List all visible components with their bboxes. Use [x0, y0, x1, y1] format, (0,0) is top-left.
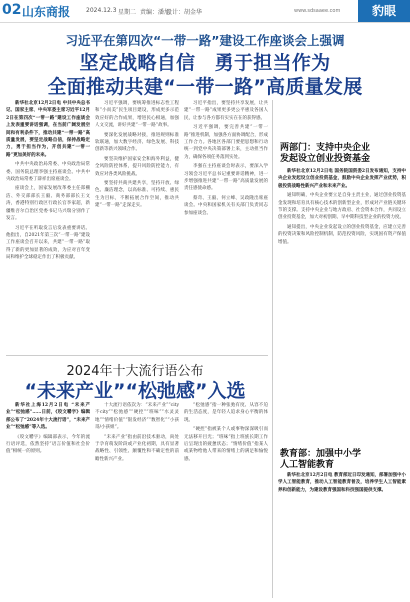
article2-column-1: [6, 402, 90, 598]
article2-kicker: 2024年十大流行语公布: [66, 364, 204, 379]
article2-headline: “未来产业”“松弛感”入选: [24, 380, 246, 402]
article2-paragraph: 《咬文嚼字》编辑部表示，今年的流行语评选，依然坚持“语言价值和社会价值”相统一的原则。: [6, 434, 90, 455]
section-brand-logo: 豹眼: [358, 0, 410, 22]
headline-main-line1: 坚定战略自信 勇于担当作为: [79, 52, 331, 74]
sidebar-story1-paragraph: 通知提出，中央企业发起设立的创业投资基金，应建立完善的投资决策和风险控制机制，防范投资风险，实现国有资产保值增值。: [278, 224, 406, 245]
page-number: 02: [2, 2, 22, 18]
article2-paragraph: “未来产业”指由前沿技术驱动，尚处于孕育萌发阶段或产业化初期，具有显著战略性、引领性、颠覆性和不确定性的前瞻性新兴产业。: [95, 434, 179, 462]
article1-paragraph: 蔡奇、王毅、何立峰、吴政隆出席座谈会。中央和国家机关有关部门负责同志参加座谈会。: [184, 195, 268, 216]
article1-column-3: [184, 100, 268, 356]
article1-paragraph: 要深化发展战略对接，推进规则标准软联通，加大数字经济、绿色发展、科技创新等新兴领域合作。: [95, 132, 179, 153]
article2-column-3: [184, 402, 268, 598]
sidebar-story1-headline-line1: 两部门：支持中央企业: [280, 143, 371, 153]
article1-column-1: [6, 100, 90, 356]
article1-paragraph: 要坚持共商共建共享，坚持开放、绿色、廉洁理念，以高标准、可持续、惠民生为目标，不断拓展合作空间，推动共建“一带一路”走深走实。: [95, 181, 179, 209]
issue-date: 2024.12.3: [86, 7, 117, 14]
article2-paragraph: 十大流行语依次为：“未来产业”“city不city”“松弛感”“硬控”“班味”“水灵灵地”“情绪价值”“银发经济”“数智化”“小孩哥/小孩姐”。: [95, 403, 179, 431]
article1-paragraph: 习近平强调，要统筹推进标志性工程和“小而美”民生项目建设，形成更多示范效应好的合作成果，增进民心相通，加强人文交流，讲好共建“一带一路”故事。: [95, 101, 179, 129]
sidebar-story1-body: [278, 168, 406, 436]
section-editor: 责编：潘旭: [140, 9, 171, 16]
sidebar-story1-headline-line2: 发起设立创业投资基金: [280, 154, 371, 164]
newspaper-name: 山东商报: [22, 5, 71, 19]
article1-paragraph: 习近平在听取发言后发表重要讲话。他指出，自2021年第三次“一带一路”建设工作座谈会召开以来，共建“一带一路”取得了新的更加显著的成效，为应对百年变局和维护全球稳定作出了积极贡献。: [6, 225, 90, 261]
article2-paragraph: “松弛感”指一种张弛有度、从容不迫的生活态度，是年轻人追求身心平衡的体现。: [184, 403, 268, 423]
sidebar-story2-body: [278, 472, 406, 598]
article1-paragraph: 中共中央政治局常委、中央政治局常委、国务院总理李强主持座谈会。中共中央政治局常委丁薛祥出席座谈会。: [6, 162, 90, 183]
column-divider: [272, 100, 273, 598]
sidebar-story1-paragraph: 通知明确，中央企业要立足自身主责主业，通过创业投资基金发现和培育具有核心技术的创新型企业，形成对产业链关键环节的支撑。支持中央企业与地方政府、社会资本合作，共同设立创业投资基金，加大对初创期、早中期科技型企业的投资力度。: [278, 193, 406, 221]
issue-weekday: 星期二: [118, 9, 137, 16]
article2-paragraph: “硬控”指被某个人或事物深深吸引而无法移开目光；“班味”指上班族长期工作后呈现出的疲惫状态；“情绪价值”指某人或某物给他人带来的情绪上的满足和愉悦感。: [184, 427, 268, 462]
article1-paragraph: 新华社北京12月2日电 中共中央总书记、国家主席、中央军委主席习近平12月2日在第四次“一带一路”建设工作座谈会上发表重要讲话强调，在当前广阔发展空间和有利条件下，推动共建“一带一路”高质量发展，要坚定战略自信，保持战略定力，勇于担当作为，开创共建“一带一路”更加美好的未来。: [6, 101, 90, 158]
article1-paragraph: 李强在主持座谈会时表示，要深入学习领会习近平总书记重要讲话精神，进一步增强推进共建“一带一路”高质量发展的责任感使命感。: [184, 164, 268, 192]
headline-main-line2: 全面推动共建“一带一路”高质量发展: [47, 76, 363, 98]
sidebar-story2-paragraph: 新华社北京12月2日电 教育部近日印发通知，部署加强中小学人工智能教育，推动人工智能教育普及，培养学生人工智能素养和创新能力，为建设教育强国和科技强国提供支撑。: [278, 473, 406, 493]
website-url[interactable]: www.sdsaaee.com: [294, 8, 341, 14]
article1-paragraph: 习近平指出，要坚持共享发展，让共建“一带一路”成果更多更公平惠及各国人民，让参与各方都有实实在在的获得感。: [184, 101, 268, 121]
article2-column-2: [95, 402, 179, 598]
sidebar-story2-headline-line2: 人工智能教育: [280, 460, 335, 470]
article1-paragraph: 座谈会上，国家发展改革委主任郑栅洁、外交部部长王毅、商务部部长王文涛，香港特别行政区行政长官李家超，新疆维吾尔自治区党委书记马兴瑞分别作了发言。: [6, 186, 90, 222]
article1-column-2: [95, 100, 179, 356]
sidebar-story1-paragraph: 新华社北京12月2日电 国务院国资委2日发布通知，支持中央企业发起设立创业投资基金，鼓励中央企业发挥产业优势，积极投资战略性新兴产业和未来产业。: [278, 169, 406, 189]
article1-paragraph: 习近平强调，要完善共建“一带一路”推进机制，加强各方面协调配合，形成工作合力。各地区各部门要把思想和行动统一到党中央决策部署上来，主动担当作为，确保各项任务落到实处。: [184, 125, 268, 160]
section-divider: [6, 355, 268, 356]
article2-paragraph: 新华社上海12月2日电 “未来产业”“松弛感”……日前，《咬文嚼字》编辑部公布了“2024年十大流行语”，“未来产业”“松弛感”等入选。: [6, 403, 90, 431]
article1-paragraph: 要坚决维护国家安全和海外利益，健全风险防控体系，提升风险防控能力，有效应对各类风险挑战。: [95, 156, 179, 177]
page-designer: 设计：胡金华: [166, 9, 203, 16]
page-masthead: [0, 0, 410, 23]
sidebar-story2-headline-line1: 教育部：加强中小学: [280, 449, 362, 459]
headline-kicker: 习近平在第四次“一带一路”建设工作座谈会上强调: [65, 33, 345, 48]
